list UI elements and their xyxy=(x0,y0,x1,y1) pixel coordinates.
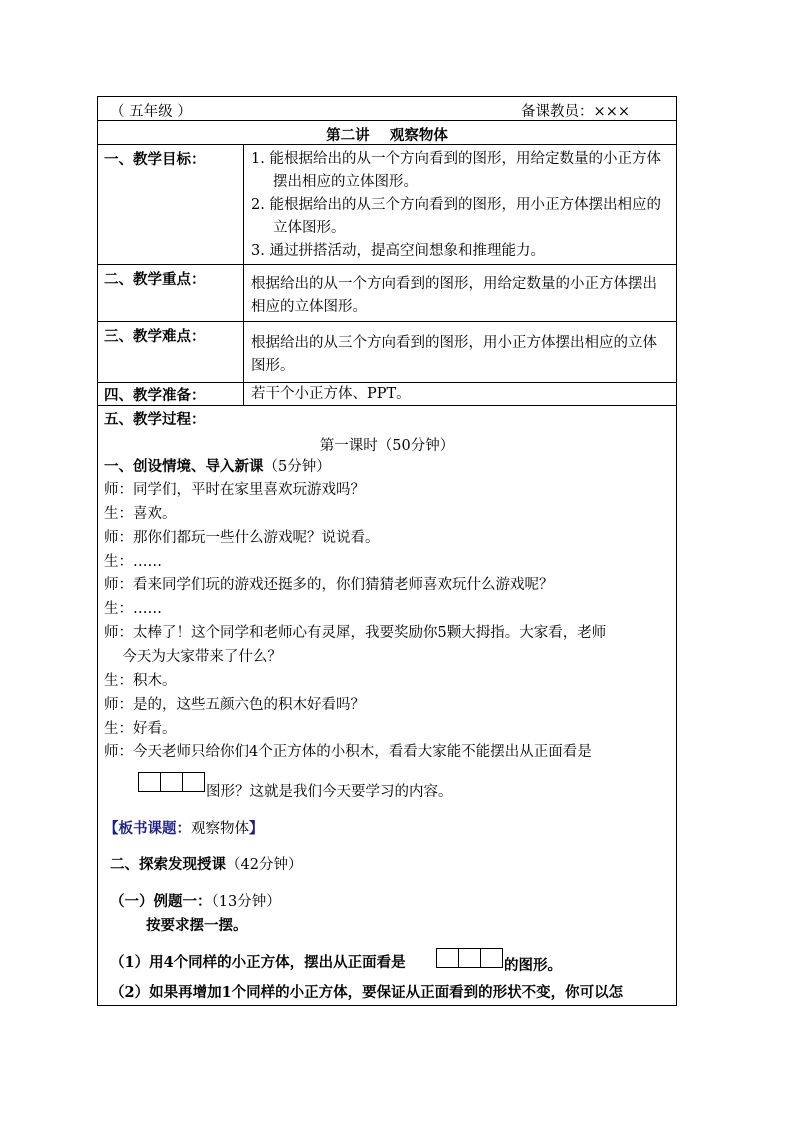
goal-item: 2. 能根据给出的从三个方向看到的图形，用小正方体摆出相应的立体图形。 xyxy=(251,197,661,236)
dialogue-line: 师：是的，这些五颜六色的积木好看吗？ xyxy=(104,697,365,713)
square-cell xyxy=(481,949,502,967)
example-time: （13分钟） xyxy=(211,894,281,910)
board-close: 】 xyxy=(249,820,264,837)
preparation-row xyxy=(98,383,676,406)
dialogue-line: 师：今天老师只给你们4个正方体的小积木，看看大家能不能摆出从正面看是 xyxy=(104,744,592,760)
board-topic xyxy=(104,817,264,841)
square-cell xyxy=(161,773,183,791)
section1-time: （5分钟） xyxy=(263,459,331,475)
dialogue-line: 师：那你们都玩一些什么游戏呢？说说看。 xyxy=(104,530,380,546)
question-1-prefix: （1）用4个同样的小正方体，摆出从正面看是 xyxy=(110,954,406,971)
square-cell xyxy=(183,773,204,791)
divider xyxy=(243,322,244,382)
dialogue-line: 师：太棒了！这个同学和老师心有灵犀，我要奖励你5颗大拇指。大家看，老师 xyxy=(104,625,607,641)
header-row xyxy=(98,97,676,121)
goals-list xyxy=(251,148,670,263)
preparation-label: 四、教学准备： xyxy=(104,387,206,404)
key-points-text: 根据给出的从一个方向看到的图形，用给定数量的小正方体摆出相应的立体图形。 xyxy=(251,276,657,315)
three-square-figure xyxy=(436,948,503,968)
three-square-figure xyxy=(138,772,205,792)
section2-time: （42分钟） xyxy=(226,857,303,873)
dialogue-line: 生：积木。 xyxy=(104,673,177,689)
divider xyxy=(243,145,244,264)
board-topic-text: 观察物体 xyxy=(191,821,249,837)
dialogue-line: 生：喜欢。 xyxy=(104,506,177,522)
dialogue-line: 今天为大家带来了什么？ xyxy=(104,649,282,665)
dialogue-line: 生：…… xyxy=(104,601,162,617)
lesson-title: 第二讲 观察物体 xyxy=(326,127,448,144)
goal-item: 3. 通过拼搭活动，提高空间想象和推理能力。 xyxy=(251,243,545,259)
grade-label: （ 五年级 ） xyxy=(110,104,192,120)
goals-label: 一、教学目标： xyxy=(104,151,206,168)
key-points-label: 二、教学重点： xyxy=(104,271,206,288)
key-points-row xyxy=(98,265,676,322)
lesson-plan-table xyxy=(97,96,677,1006)
question-2: （2）如果再增加1个同样的小正方体，要保证从正面看到的形状不变，你可以怎 xyxy=(110,984,624,1001)
section1-heading xyxy=(104,455,331,479)
difficulties-text: 根据给出的从三个方向看到的图形，用小正方体摆出相应的立体图形。 xyxy=(251,335,657,374)
lesson-period: 第一课时（50分钟） xyxy=(319,438,455,454)
board-open: 【板书课题： xyxy=(104,820,191,837)
process-label: 五、教学过程： xyxy=(104,411,206,428)
square-cell xyxy=(459,949,481,967)
divider xyxy=(243,265,244,321)
square-cell xyxy=(139,773,161,791)
process-section xyxy=(98,406,676,1005)
section2-title: 二、探索发现授课 xyxy=(110,856,226,873)
goal-item: 1. 能根据给出的从一个方向看到的图形，用给定数量的小正方体摆出相应的立体图形。 xyxy=(251,151,661,190)
section2-heading xyxy=(110,853,302,877)
preparation-text: 若干个小正方体、PPT。 xyxy=(251,386,411,402)
divider xyxy=(243,383,244,405)
dialogue-line: 师：看来同学们玩的游戏还挺多的，你们猜猜老师喜欢玩什么游戏呢？ xyxy=(104,577,554,593)
square-cell xyxy=(437,949,459,967)
example-title: （一）例题一： xyxy=(110,893,212,910)
dialogue-line: 生：好看。 xyxy=(104,721,177,737)
section1-title: 一、创设情境、导入新课 xyxy=(104,458,264,475)
dialogue-line: 师：同学们，平时在家里喜欢玩游戏吗？ xyxy=(104,482,365,498)
teacher-label: 备课教员：××× xyxy=(521,104,630,120)
difficulties-row xyxy=(98,322,676,383)
title-row xyxy=(98,121,676,145)
dialogue-line: 生：…… xyxy=(104,554,162,570)
figure-caption: 图形？这就是我们今天要学习的内容。 xyxy=(206,784,453,800)
instruction: 按要求摆一摆。 xyxy=(146,917,248,934)
difficulties-label: 三、教学难点： xyxy=(104,328,206,345)
example-heading xyxy=(110,890,281,914)
goals-row xyxy=(98,145,676,265)
question-1-suffix: 的图形。 xyxy=(504,957,562,974)
